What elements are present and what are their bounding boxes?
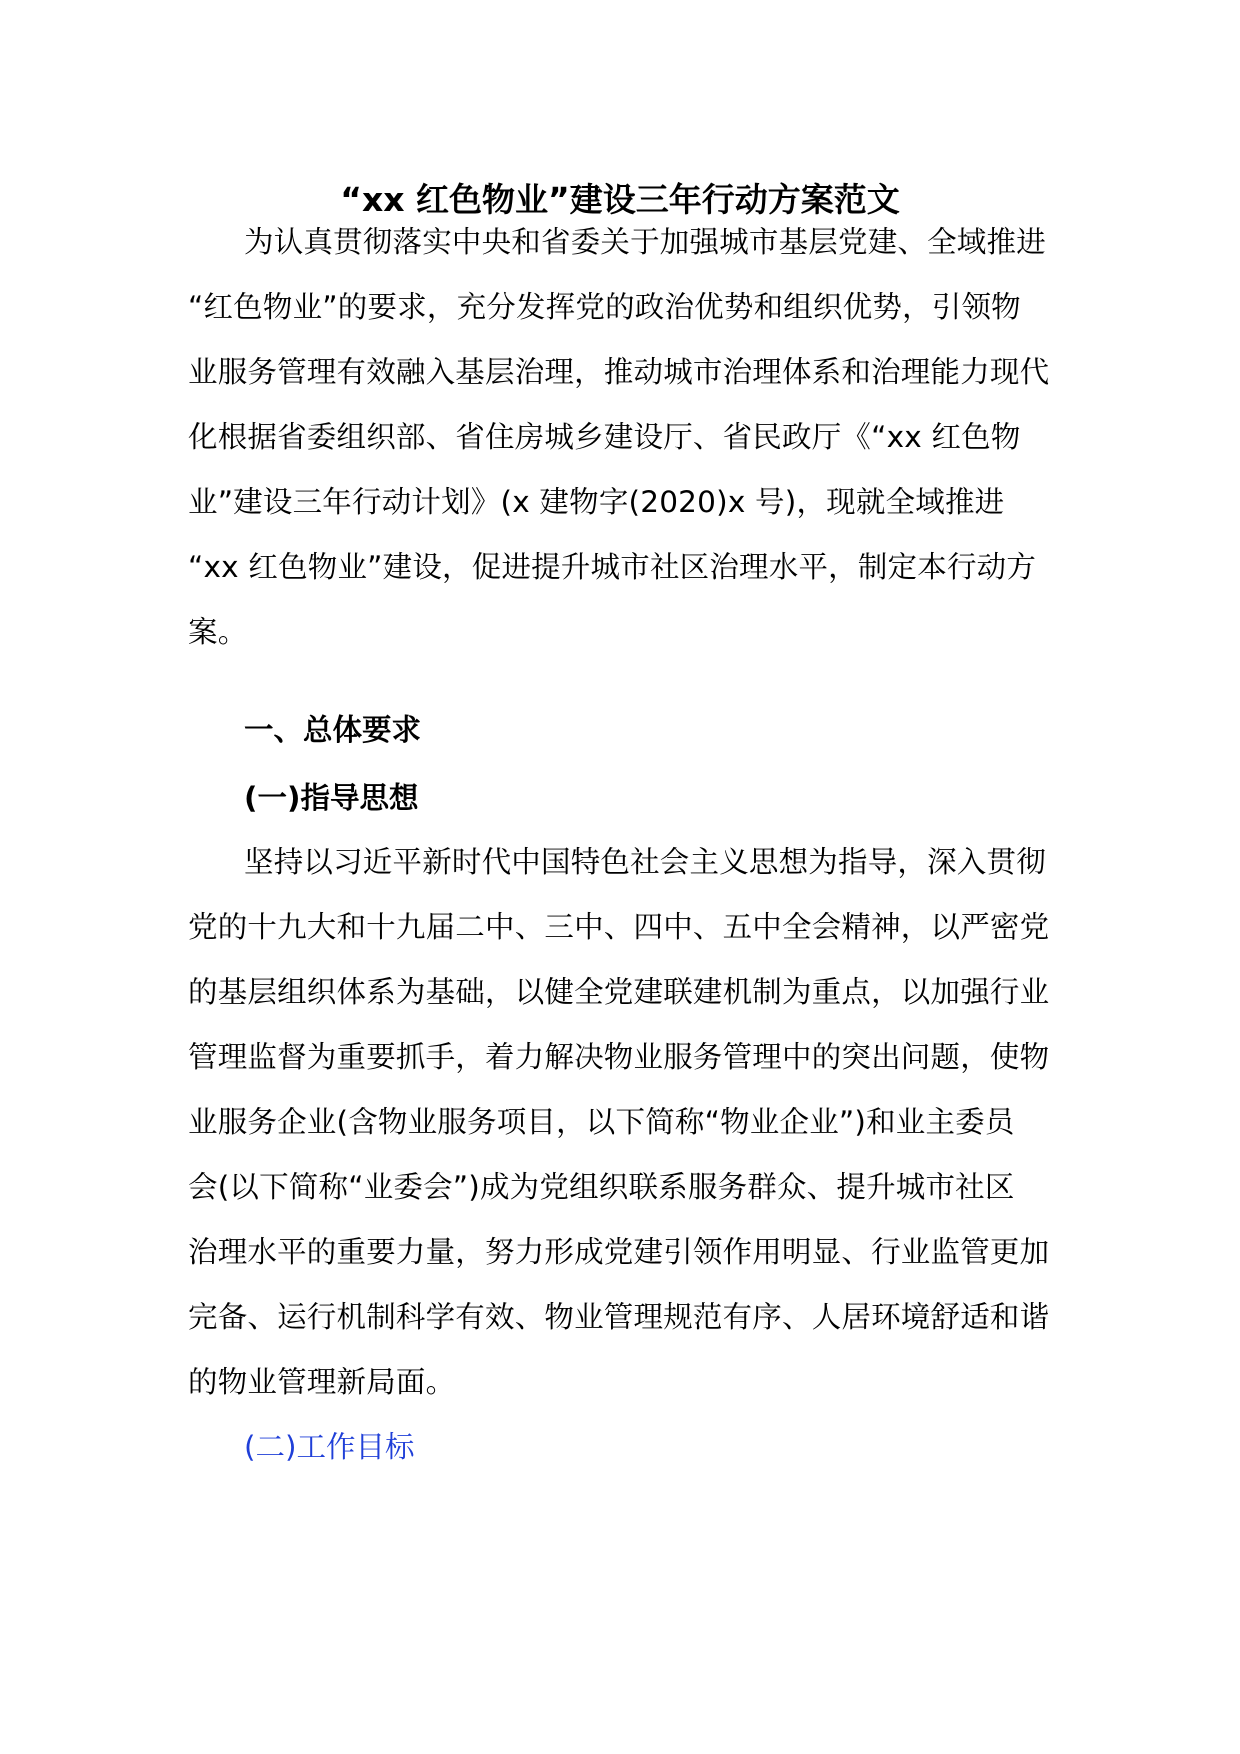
- paragraph-line: 业服务管理有效融入基层治理，推动城市治理体系和治理能力现代: [188, 355, 1050, 389]
- guiding-ideology-paragraph: [188, 830, 1048, 1415]
- paragraph-line: 为认真贯彻落实中央和省委关于加强城市基层党建、全域推进: [244, 225, 1046, 259]
- section-heading: 一、总体要求: [244, 713, 422, 747]
- paragraph-line: 业服务企业(含物业服务项目，以下简称“物业企业”)和业主委员: [188, 1105, 1015, 1139]
- paragraph-line: 党的十九大和十九届二中、三中、四中、五中全会精神，以严密党: [188, 910, 1050, 944]
- paragraph-line: 的物业管理新局面。: [188, 1365, 456, 1399]
- paragraph-line: 坚持以习近平新时代中国特色社会主义思想为指导，深入贯彻: [244, 845, 1046, 879]
- paragraph-line: 完备、运行机制科学有效、物业管理规范有序、人居环境舒适和谐: [188, 1300, 1050, 1334]
- paragraph-line: 管理监督为重要抓手，着力解决物业服务管理中的突出问题，使物: [188, 1040, 1050, 1074]
- paragraph-line: 治理水平的重要力量，努力形成党建引领作用明显、行业监管更加: [188, 1235, 1050, 1269]
- paragraph-line: 会(以下简称“业委会”)成为党组织联系服务群众、提升城市社区: [188, 1170, 1015, 1204]
- work-goals-heading-link[interactable]: (二)工作目标: [244, 1430, 415, 1464]
- paragraph-line: 的基层组织体系为基础，以健全党建联建机制为重点，以加强行业: [188, 975, 1050, 1009]
- subsection-heading: (一)指导思想: [244, 781, 419, 815]
- paragraph-line: 业”建设三年行动计划》(x 建物字(2020)x 号)，现就全域推进: [188, 485, 1005, 519]
- paragraph-line: 案。: [188, 615, 248, 649]
- intro-paragraph: [188, 210, 1048, 665]
- paragraph-line: “红色物业”的要求，充分发挥党的政治优势和组织优势，引领物: [188, 290, 1021, 324]
- paragraph-line: “xx 红色物业”建设，促进提升城市社区治理水平，制定本行动方: [188, 550, 1037, 584]
- document-title: “xx 红色物业”建设三年行动方案范文: [340, 180, 900, 219]
- paragraph-line: 化根据省委组织部、省住房城乡建设厅、省民政厅《“xx 红色物: [188, 420, 1021, 454]
